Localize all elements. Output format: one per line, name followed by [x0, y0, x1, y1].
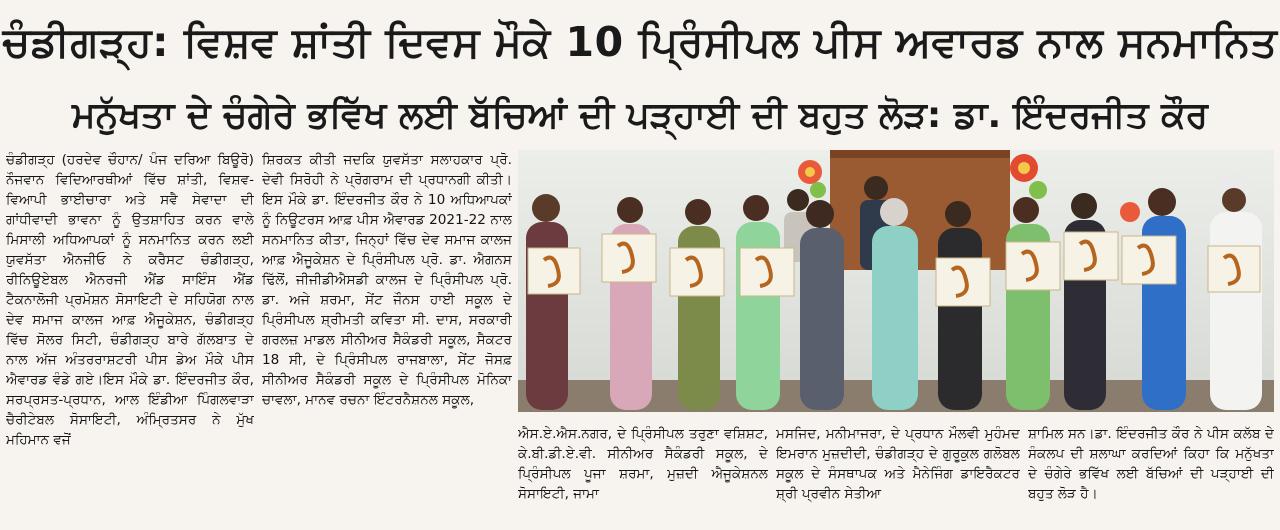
photo-illustration: [518, 150, 1274, 412]
column-text: ਸ਼ਿਰਕਤ ਕੀਤੀ ਜਦਕਿ ਯੁਵਸੱਤਾ ਸਲਾਹਕਾਰ ਪ੍ਰੋ. ਦੇਵੀ ਸਿਰੋਹੀ ਨੇ ਪ੍ਰੋਗਰਾਮ ਦੀ ਪ੍ਰਧਾਨਗੀ ਕੀਤੀ। ਇਸ ਮੌਕੇ ਡਾ. ਇੰਦਰਜੀਤ ਕੌਰ ਨੇ 10 ਅਧਿਆਪਕਾਂ ਨੂੰ ਨਿਊਟਰਸ ਆਫ਼ ਪੀਸ ਐਵਾਰਡ 2021-22 ਨਾਲ ਸਨਮਾਨਿਤ ਕੀਤਾ, ਜਿਨ੍ਹਾਂ ਵਿੱਚ ਦੇਵ ਸਮਾਜ ਕਾਲਜ ਆਫ਼ ਐਜੂਕੇਸ਼ਨ ਦੇ ਪ੍ਰਿੰਸੀਪਲ ਪ੍ਰੋ. ਡਾ. ਐਗਨਸ ਢਿੱਲੋਂ, ਜੀਜੀਡੀਐਸਡੀ ਕਾਲਜ ਦੇ ਪ੍ਰਿੰਸੀਪਲ ਪ੍ਰੋ. ਡਾ. ਅਜੇ ਸ਼ਰਮਾ, ਸੇਂਟ ਜੌਨਸ ਹਾਈ ਸਕੂਲ ਦੇ ਪ੍ਰਿੰਸੀਪਲ ਸ਼੍ਰੀਮਤੀ ਕਵਿਤਾ ਸੀ. ਦਾਸ, ਸਰਕਾਰੀ ਗਰਲਜ਼ ਮਾਡਲ ਸੀਨੀਅਰ ਸੈਕੰਡਰੀ ਸਕੂਲ, ਸੈਕਟਰ 18 ਸੀ, ਦੇ ਪ੍ਰਿੰਸੀਪਲ ਰਾਜਬਾਲਾ, ਸੇਂਟ ਜੋਸਫ਼ ਸੀਨੀਅਰ ਸੈਕੰਡਰੀ ਸਕੂਲ ਦੇ ਪ੍ਰਿੰਸੀਪਲ ਮੋਨਿਕਾ ਚਾਵਲਾ, ਮਾਨਵ ਰਚਨਾ ਇੰਟਰਨੈਸ਼ਨਲ ਸਕੂਲ,: [262, 152, 512, 408]
column-text: ਚੰਡੀਗੜ੍ਹ (ਹਰਦੇਵ ਚੌਹਾਨ/ ਪੰਜ ਦਰਿਆ ਬਿਊਰੋ) ਨੌਜਵਾਨ ਵਿਦਿਆਰਥੀਆਂ ਵਿੱਚ ਸ਼ਾਂਤੀ, ਵਿਸ਼ਵ-ਵਿਆਪੀ ਭਾਈਚਾਰਾ ਅਤੇ ਸਵੈ ਸੇਵਾਦਾ ਦੀ ਗਾਂਧੀਵਾਦੀ ਭਾਵਨਾ ਨੂੰ ਉਤਸ਼ਾਹਿਤ ਕਰਨ ਵਾਲੇ ਮਿਸਾਲੀ ਅਧਿਆਪਕਾਂ ਨੂੰ ਸਨਮਾਨਿਤ ਕਰਨ ਲਈ ਯੁਵਸੱਤਾ ਐਨਜੀਓ ਨੇ ਕਰੈਸਟ ਚੰਡੀਗੜ੍ਹ, ਰੀਨਿਊਏਬਲ ਐਨਰਜੀ ਐਂਡ ਸਾਇੰਸ ਐਂਡ ਟੈਕਨਾਲੋਜੀ ਪ੍ਰਮੋਸ਼ਨ ਸੋਸਾਇਟੀ ਦੇ ਸਹਿਯੋਗ ਨਾਲ ਦੇਵ ਸਮਾਜ ਕਾਲਜ ਆਫ਼ ਐਜੂਕੇਸ਼ਨ, ਚੰਡੀਗੜ੍ਹ ਵਿੱਚ ਸੋਲਰ ਸਿਟੀ, ਚੰਡੀਗੜ੍ਹ ਬਾਰੇ ਗੱਲਬਾਤ ਦੇ ਨਾਲ ਅੱਜ ਅੰਤਰਰਾਸ਼ਟਰੀ ਪੀਸ ਡੇਅ ਮੌਕੇ ਪੀਸ ਐਵਾਰਡ ਵੰਡੇ ਗਏ।ਇਸ ਮੌਕੇ ਡਾ. ਇੰਦਰਜੀਤ ਕੌਰ, ਸਰਪ੍ਰਸਤ-ਪ੍ਰਧਾਨ, ਆਲ ਇੰਡੀਆ ਪਿੰਗਲਵਾੜਾ ਚੈਰੀਟੇਬਲ ਸੋਸਾਇਟੀ, ਅੰਮ੍ਰਿਤਸਰ ਨੇ ਮੁੱਖ ਮਹਿਮਾਨ ਵਜੋਂ: [6, 152, 254, 448]
wooden-panel: [830, 150, 1010, 270]
subheadline: ਮਨੁੱਖਤਾ ਦੇ ਚੰਗੇਰੇ ਭਵਿੱਖ ਲਈ ਬੱਚਿਆਂ ਦੀ ਪੜ੍ਹਾਈ ਦੀ ਬਹੁਤ ਲੋੜ: ਡਾ. ਇੰਦਰਜੀਤ ਕੌਰ: [72, 95, 1208, 136]
group-photo: [518, 150, 1274, 412]
people-group: [526, 173, 1262, 410]
column-text: ਐਸ.ਏ.ਐਸ.ਨਗਰ, ਦੇ ਪ੍ਰਿੰਸੀਪਲ ਤਰੁਣਾ ਵਸ਼ਿਸ਼ਟ, ਕੇ.ਬੀ.ਡੀ.ਏ.ਵੀ. ਸੀਨੀਅਰ ਸੈਕੰਡਰੀ ਸਕੂਲ, ਦੇ ਪ੍ਰਿੰਸੀਪਲ ਪੂਜਾ ਸ਼ਰਮਾ, ਮੁਜ਼ਦੀ ਐਜੂਕੇਸ਼ਨਲ ਸੋਸਾਇਟੀ, ਜਾਮਾ: [518, 426, 768, 502]
article-column-2: [262, 150, 512, 526]
article-column-4: [776, 424, 1020, 526]
headline: ਚੰਡੀਗੜ੍ਹ: ਵਿਸ਼ਵ ਸ਼ਾਂਤੀ ਦਿਵਸ ਮੌਕੇ 10 ਪ੍ਰਿੰਸੀਪਲ ਪੀਸ ਅਵਾਰਡ ਨਾਲ ਸਨਮਾਨਿਤ: [2, 17, 1278, 66]
article-column-1: [6, 150, 254, 526]
article-column-3: [518, 424, 768, 526]
column-text: ਸ਼ਾਮਿਲ ਸਨ।ਡਾ. ਇੰਦਰਜੀਤ ਕੌਰ ਨੇ ਪੀਸ ਕਲੱਬ ਦੇ ਸੰਕਲਪ ਦੀ ਸ਼ਲਾਘਾ ਕਰਦਿਆਂ ਕਿਹਾ ਕਿ ਮਨੁੱਖਤਾ ਦੇ ਚੰਗੇਰੇ ਭਵਿੱਖ ਲਈ ਬੱਚਿਆਂ ਦੀ ਪੜ੍ਹਾਈ ਦੀ ਬਹੁਤ ਲੋੜ ਹੈ।: [1028, 426, 1274, 502]
article-column-5: [1028, 424, 1274, 526]
column-text: ਮਸਜਿਦ, ਮਨੀਮਾਜਰਾ, ਦੇ ਪ੍ਰਧਾਨ ਮੌਲਵੀ ਮੁਹੰਮਦ ਇਮਰਾਨ ਮੁਜ਼ਦੀਦੀ, ਚੰਡੀਗੜ੍ਹ ਦੇ ਗੁਰੂਕੁਲ ਗਲੋਬਲ ਸਕੂਲ ਦੇ ਸੰਸਥਾਪਕ ਅਤੇ ਮੈਨੇਜਿੰਗ ਡਾਇਰੈਕਟਰ ਸ਼੍ਰੀ ਪ੍ਰਵੀਨ ਸੇਤੀਆ: [776, 426, 1020, 502]
